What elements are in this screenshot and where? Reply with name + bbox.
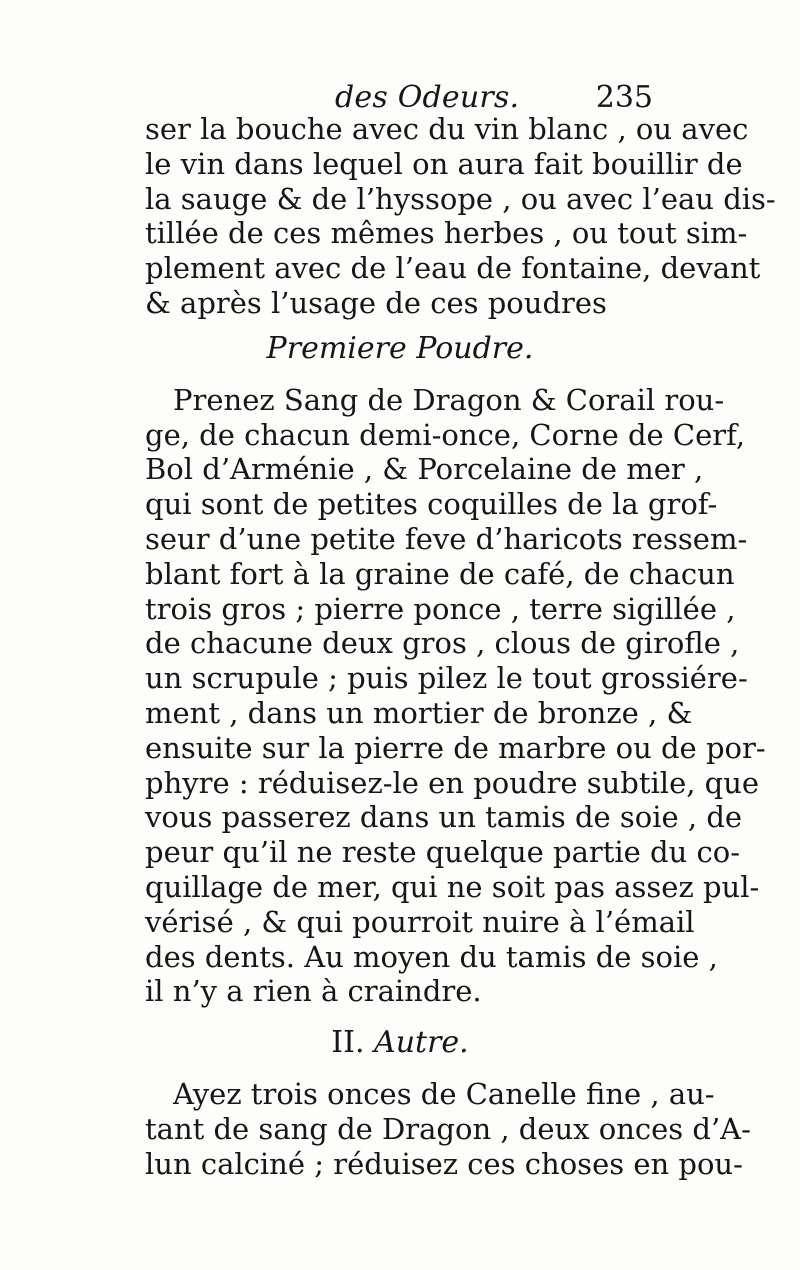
text-line: peur qu’il ne reste quelque partie du co- [145, 835, 740, 870]
text-line: un scrupule ; puis pilez le tout grossiére- [145, 661, 748, 696]
text-line: ensuite sur la pierre de marbre ou de por- [145, 730, 766, 765]
intro-paragraph [145, 112, 776, 321]
section-heading-premiere-poudre: Premiere Poudre. [266, 330, 534, 366]
autre-paragraph [145, 1077, 751, 1181]
text-line: le vin dans lequel on aura fait bouillir de [145, 146, 743, 181]
page-number: 235 [595, 80, 653, 115]
text-line: quillage de mer, qui ne soit pas assez pul- [145, 869, 760, 904]
text-line: plement avec de l’eau de fontaine, devant [145, 251, 761, 286]
text-line: de chacune deux gros , clous de girofle , [145, 626, 740, 661]
text-line: blant fort à la graine de café, de chacun [145, 556, 735, 591]
text-line: phyre : réduisez-le en poudre subtile, que [145, 765, 760, 800]
text-line: Ayez trois onces de Canelle fine , au- [173, 1077, 715, 1112]
text-line: vous passerez dans un tamis de soie , de [145, 800, 743, 835]
text-line: ment , dans un mortier de bronze , & [145, 695, 693, 730]
text-line: la sauge & de l’hyssope , ou avec l’eau dis- [145, 181, 776, 216]
text-line: tant de sang de Dragon , deux onces d’A- [145, 1111, 751, 1146]
text-line: Prenez Sang de Dragon & Corail rou- [173, 382, 725, 417]
text-line: Bol d’Arménie , & Porcelaine de mer , [145, 452, 704, 487]
page-body [145, 112, 776, 1182]
premiere-poudre-paragraph [145, 382, 766, 1009]
text-line: ge, de chacun demi-once, Corne de Cerf, [145, 417, 746, 452]
text-line: il n’y a rien à craindre. [145, 974, 482, 1009]
page-header [145, 80, 655, 116]
section-heading-autre [145, 1023, 655, 1063]
text-line: tillée de ces mêmes herbes , ou tout sim- [145, 216, 748, 251]
text-line: ser la bouche avec du vin blanc , ou avec [145, 112, 749, 146]
section-numeral: II. [331, 1025, 365, 1061]
text-line: lun calciné ; réduisez ces choses en pou- [145, 1146, 743, 1181]
text-line: vérisé , & qui pourroit nuire à l’émail [145, 904, 695, 939]
text-line: trois gros ; pierre ponce , terre sigillée , [145, 591, 736, 626]
section-title-word: Autre. [374, 1025, 469, 1061]
text-line: des dents. Au moyen du tamis de soie , [145, 939, 718, 974]
running-title: des Odeurs. [335, 80, 520, 115]
text-line: qui sont de petites coquilles de la grof- [145, 487, 718, 522]
text-line: seur d’une petite feve d’haricots ressem- [145, 521, 748, 556]
text-line: & après l’usage de ces poudres [145, 285, 607, 320]
